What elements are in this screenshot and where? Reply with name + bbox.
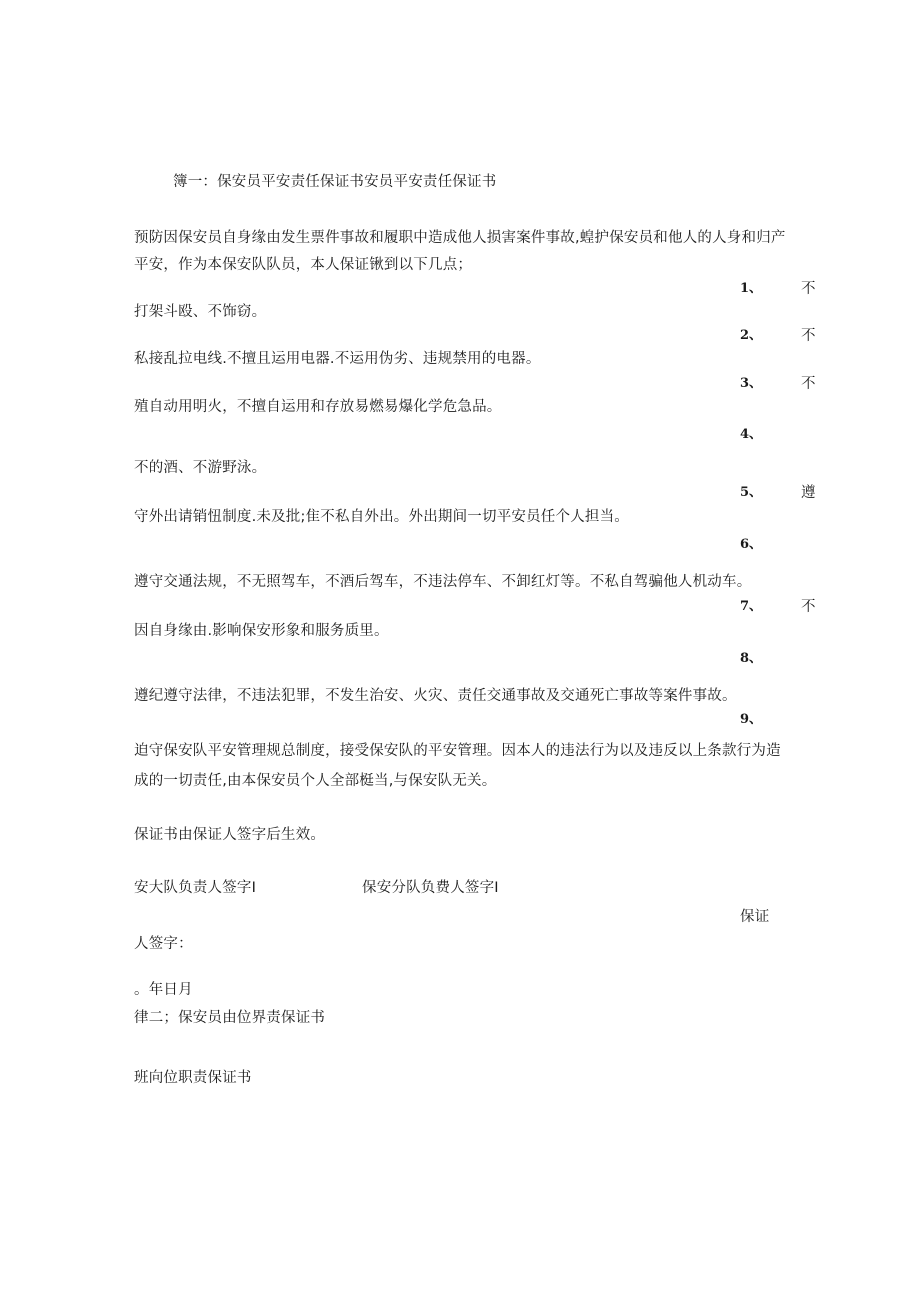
item-8-number: 8、 [740, 651, 763, 666]
item-3-lead-char: 不 [801, 376, 816, 392]
item-5-number: 5、 [740, 485, 763, 500]
item-5-lead-char: 遵 [801, 485, 816, 501]
item-3-text: 殖自动用明火，不擅自运用和存放易燃易爆化学危急品。 [134, 399, 502, 415]
item-7-number: 7、 [740, 599, 763, 614]
item-1-lead-char: 不 [801, 281, 816, 297]
item-9-number: 9、 [740, 712, 763, 727]
item-9-text: 迫守保安队平安管理规总制度，接受保安队的平安管理。因本人的违法行为以及违反以上条款行为造 [134, 743, 781, 759]
document-title: 簿一：保安员平安责任保证书安员平安责任保证书 [173, 174, 497, 190]
item-3-number: 3、 [740, 376, 763, 391]
item-2-text: 私接乱拉电线.不擅且运用电器.不运用伪劣、违规禁用的电器。 [134, 351, 541, 367]
item-4-number: 4、 [740, 427, 763, 442]
item-2-lead-char: 不 [801, 328, 816, 344]
item-6-number: 6、 [740, 537, 763, 552]
signature-squad-leader: 保安分队负费人签字I [362, 880, 499, 896]
item-9-text-continued: 成的一切责任,由本保安员个人全部梃当,与保安队无关。 [134, 773, 497, 789]
signature-guarantor-label-continued: 人签字： [134, 936, 193, 952]
item-7-lead-char: 不 [801, 599, 816, 615]
signature-brigade-leader: 安大队负责人签字I [134, 880, 257, 896]
intro-line-1: 预防因保安员自身缘由发生票件事故和履职中造成他人损害案件事故,蝗护保安员和他人的人身和归产 [134, 230, 786, 246]
item-1-number: 1、 [740, 281, 763, 296]
signature-guarantor-label: 保证 [740, 909, 770, 925]
item-8-text: 遵纪遵守法律，不违法犯罪，不发生治安、火灾、责任交通事故及交通死亡事故等案件事故。 [134, 688, 737, 704]
date-line: 。年日月 [134, 982, 193, 998]
effective-clause: 保证书由保证人签字后生效。 [134, 827, 326, 843]
item-1-text: 打架斗殴、不饰窃。 [134, 304, 267, 320]
part-two-subtitle: 班向位职责保证书 [134, 1070, 252, 1086]
item-5-text: 守外出请销忸制度.未及批;隹不私自外出。外出期间一切平安员任个人担当。 [134, 509, 629, 525]
intro-line-2: 平安，作为本保安队队员，本人保证锹到以下几点； [134, 257, 473, 273]
item-6-text: 遵守交通法规，不无照驾车，不酒后驾车，不违法停车、不卸红灯等。不私自驾骗他人机动车。 [134, 574, 752, 590]
item-7-text: 因自身缘由.影响保安形象和服务质里。 [134, 623, 389, 639]
part-two-title: 律二；保安员由位界责保证书 [134, 1010, 326, 1026]
item-2-number: 2、 [740, 328, 763, 343]
item-4-text: 不的酒、不游野泳。 [134, 460, 267, 476]
